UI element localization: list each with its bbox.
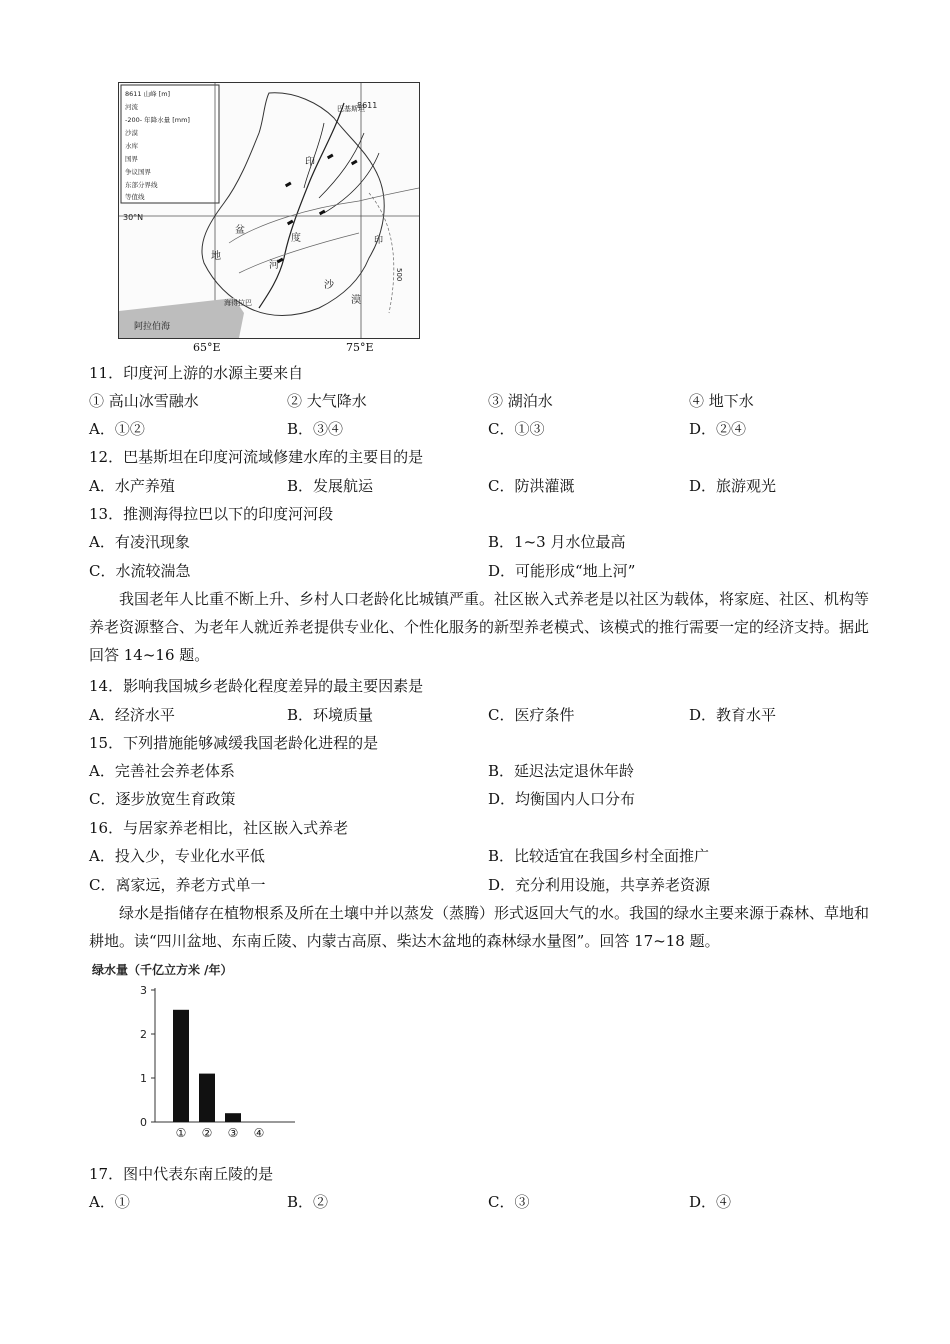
q15-choice-c: C．逐步放宽生育政策 xyxy=(89,790,236,808)
map-label-yin2: 印 xyxy=(374,236,384,246)
reservoir-1 xyxy=(327,154,334,160)
reservoir-2 xyxy=(351,160,358,166)
chart-category-label: ① xyxy=(175,1126,187,1140)
chart-ylabel: 绿水量（千亿立方米 /年） xyxy=(92,963,233,977)
q12-choice-b: B．发展航运 xyxy=(287,477,374,495)
map-lon-label-2: 75°E xyxy=(346,341,374,354)
q11-opt-2: ② 大气降水 xyxy=(287,392,367,410)
reservoir-3 xyxy=(285,182,292,188)
q13-choice-b: B．1~3 月水位最高 xyxy=(488,533,626,551)
map-label-he: 河 xyxy=(269,260,279,271)
q17-choice-a: A．① xyxy=(89,1193,130,1211)
reservoir-5 xyxy=(287,220,294,226)
chart-bar xyxy=(225,1113,241,1122)
q16-choice-a: A．投入少，专业化水平低 xyxy=(89,847,265,865)
map-sea-label: 阿拉伯海 xyxy=(134,322,171,332)
map-peak-label: 8611 xyxy=(357,101,378,110)
q13-choice-a: A．有凌汛现象 xyxy=(89,533,190,551)
chart-category-label: ③ xyxy=(227,1126,239,1140)
map-label-pen: 盆 xyxy=(235,225,245,236)
country-outline xyxy=(202,93,384,316)
map-label-yin: 印 xyxy=(305,157,315,168)
map-label-di: 地 xyxy=(211,251,221,262)
map-region-top: 巴基斯坦 xyxy=(337,105,365,113)
q15-choice-b: B．延迟法定退休年龄 xyxy=(488,762,635,780)
chart-category-label: ② xyxy=(201,1126,213,1140)
legend-item-desert: 沙漠 xyxy=(125,129,138,137)
q13-choice-d: D．可能形成“地上河” xyxy=(488,562,636,580)
q11-stem: 11．印度河上游的水源主要来自 xyxy=(89,364,304,382)
q17-stem: 17．图中代表东南丘陵的是 xyxy=(89,1165,274,1183)
q17-choice-d: D．④ xyxy=(689,1193,732,1211)
q16-choice-c: C．离家远，养老方式单一 xyxy=(89,876,266,894)
map-label-du: 度 xyxy=(291,233,301,244)
passage-elderly-care: 我国老年人比重不断上升、乡村人口老龄化比城镇严重。社区嵌入式养老是以社区为载体，将家庭、社区、机构等养老资源整合、为老年人就近养老提供专业化、个性化服务的新型养老模式、该模式的推行需要一定的经济支持。据此回答 14~16 题。 xyxy=(89,590,870,664)
q11-choice-a: A．①② xyxy=(89,420,145,438)
legend-item-border: 国界 xyxy=(125,155,138,163)
chart-y-tick-label: 2 xyxy=(140,1028,147,1041)
q11-choice-d: D．②④ xyxy=(689,420,747,438)
reservoir-4 xyxy=(319,210,326,216)
legend-item-river: 河流 xyxy=(125,103,138,111)
q16-choice-d: D．充分利用设施，共享养老资源 xyxy=(488,876,711,894)
tributary-2 xyxy=(319,133,364,198)
chart-y-tick-label: 1 xyxy=(140,1072,147,1085)
q13-stem: 13．推测海得拉巴以下的印度河河段 xyxy=(89,505,334,523)
q12-choice-d: D．旅游观光 xyxy=(689,477,777,495)
legend-item-disputed: 争议国界 xyxy=(125,168,151,176)
legend-item-precip: -200- 年降水量 [mm] xyxy=(125,116,190,124)
indus-basin-map xyxy=(118,82,420,339)
q11-opt-1: ① 高山冰雪融水 xyxy=(89,392,199,410)
q16-stem: 16．与居家养老相比，社区嵌入式养老 xyxy=(89,819,349,837)
q11-choice-b: B．③④ xyxy=(287,420,344,438)
legend-item-peak: 8611 山峰 [m] xyxy=(125,90,171,98)
q15-choice-d: D．均衡国内人口分布 xyxy=(488,790,636,808)
map-label-sha: 沙 xyxy=(324,280,334,291)
map-iso-label: 500 xyxy=(395,268,403,282)
chart-bar xyxy=(199,1074,215,1122)
chart-svg xyxy=(90,960,330,1145)
chart-bar xyxy=(173,1010,189,1122)
q14-choice-d: D．教育水平 xyxy=(689,706,777,724)
q11-opt-3: ③ 湖泊水 xyxy=(488,392,553,410)
map-lon-label-1: 65°E xyxy=(193,341,221,354)
q17-choice-c: C．③ xyxy=(488,1193,530,1211)
passage-green-water: 绿水是指储存在植物根系及所在土壤中并以蒸发（蒸腾）形式返回大气的水。我国的绿水主要来源于森林、草地和耕地。读“四川盆地、东南丘陵、内蒙古高原、柴达木盆地的森林绿水量图”。回答 17~18 题。 xyxy=(89,904,870,950)
q11-opt-4: ④ 地下水 xyxy=(689,392,754,410)
q12-choice-c: C．防洪灌溉 xyxy=(488,477,575,495)
isoline-1 xyxy=(229,188,419,243)
legend-item-boundary: 东部分界线 xyxy=(125,181,158,189)
q11-choice-c: C．①③ xyxy=(488,420,545,438)
q15-choice-a: A．完善社会养老体系 xyxy=(89,762,235,780)
q12-choice-a: A．水产养殖 xyxy=(89,477,175,495)
border-east xyxy=(369,193,394,313)
q14-choice-a: A．经济水平 xyxy=(89,706,175,724)
q14-choice-c: C．医疗条件 xyxy=(488,706,575,724)
map-label-mo: 漠 xyxy=(351,295,361,306)
map-svg xyxy=(119,83,419,338)
legend-item-isoline: 等值线 xyxy=(125,193,145,201)
map-city-label: 海得拉巴 xyxy=(224,299,252,307)
q12-stem: 12．巴基斯坦在印度河流域修建水库的主要目的是 xyxy=(89,448,424,466)
legend-item-reservoir: 水库 xyxy=(125,142,138,150)
chart-category-label: ④ xyxy=(253,1126,265,1140)
q17-choice-b: B．② xyxy=(287,1193,329,1211)
green-water-bar-chart xyxy=(90,960,330,1145)
q16-choice-b: B．比较适宜在我国乡村全面推广 xyxy=(488,847,710,865)
q13-choice-c: C．水流较湍急 xyxy=(89,562,191,580)
q14-choice-b: B．环境质量 xyxy=(287,706,374,724)
map-lat-label: 30°N xyxy=(123,213,144,222)
q14-stem: 14．影响我国城乡老龄化程度差异的最主要因素是 xyxy=(89,677,424,695)
q15-stem: 15．下列措施能够减缓我国老龄化进程的是 xyxy=(89,734,379,752)
chart-y-tick-label: 3 xyxy=(140,984,147,997)
chart-y-tick-label: 0 xyxy=(140,1116,147,1129)
